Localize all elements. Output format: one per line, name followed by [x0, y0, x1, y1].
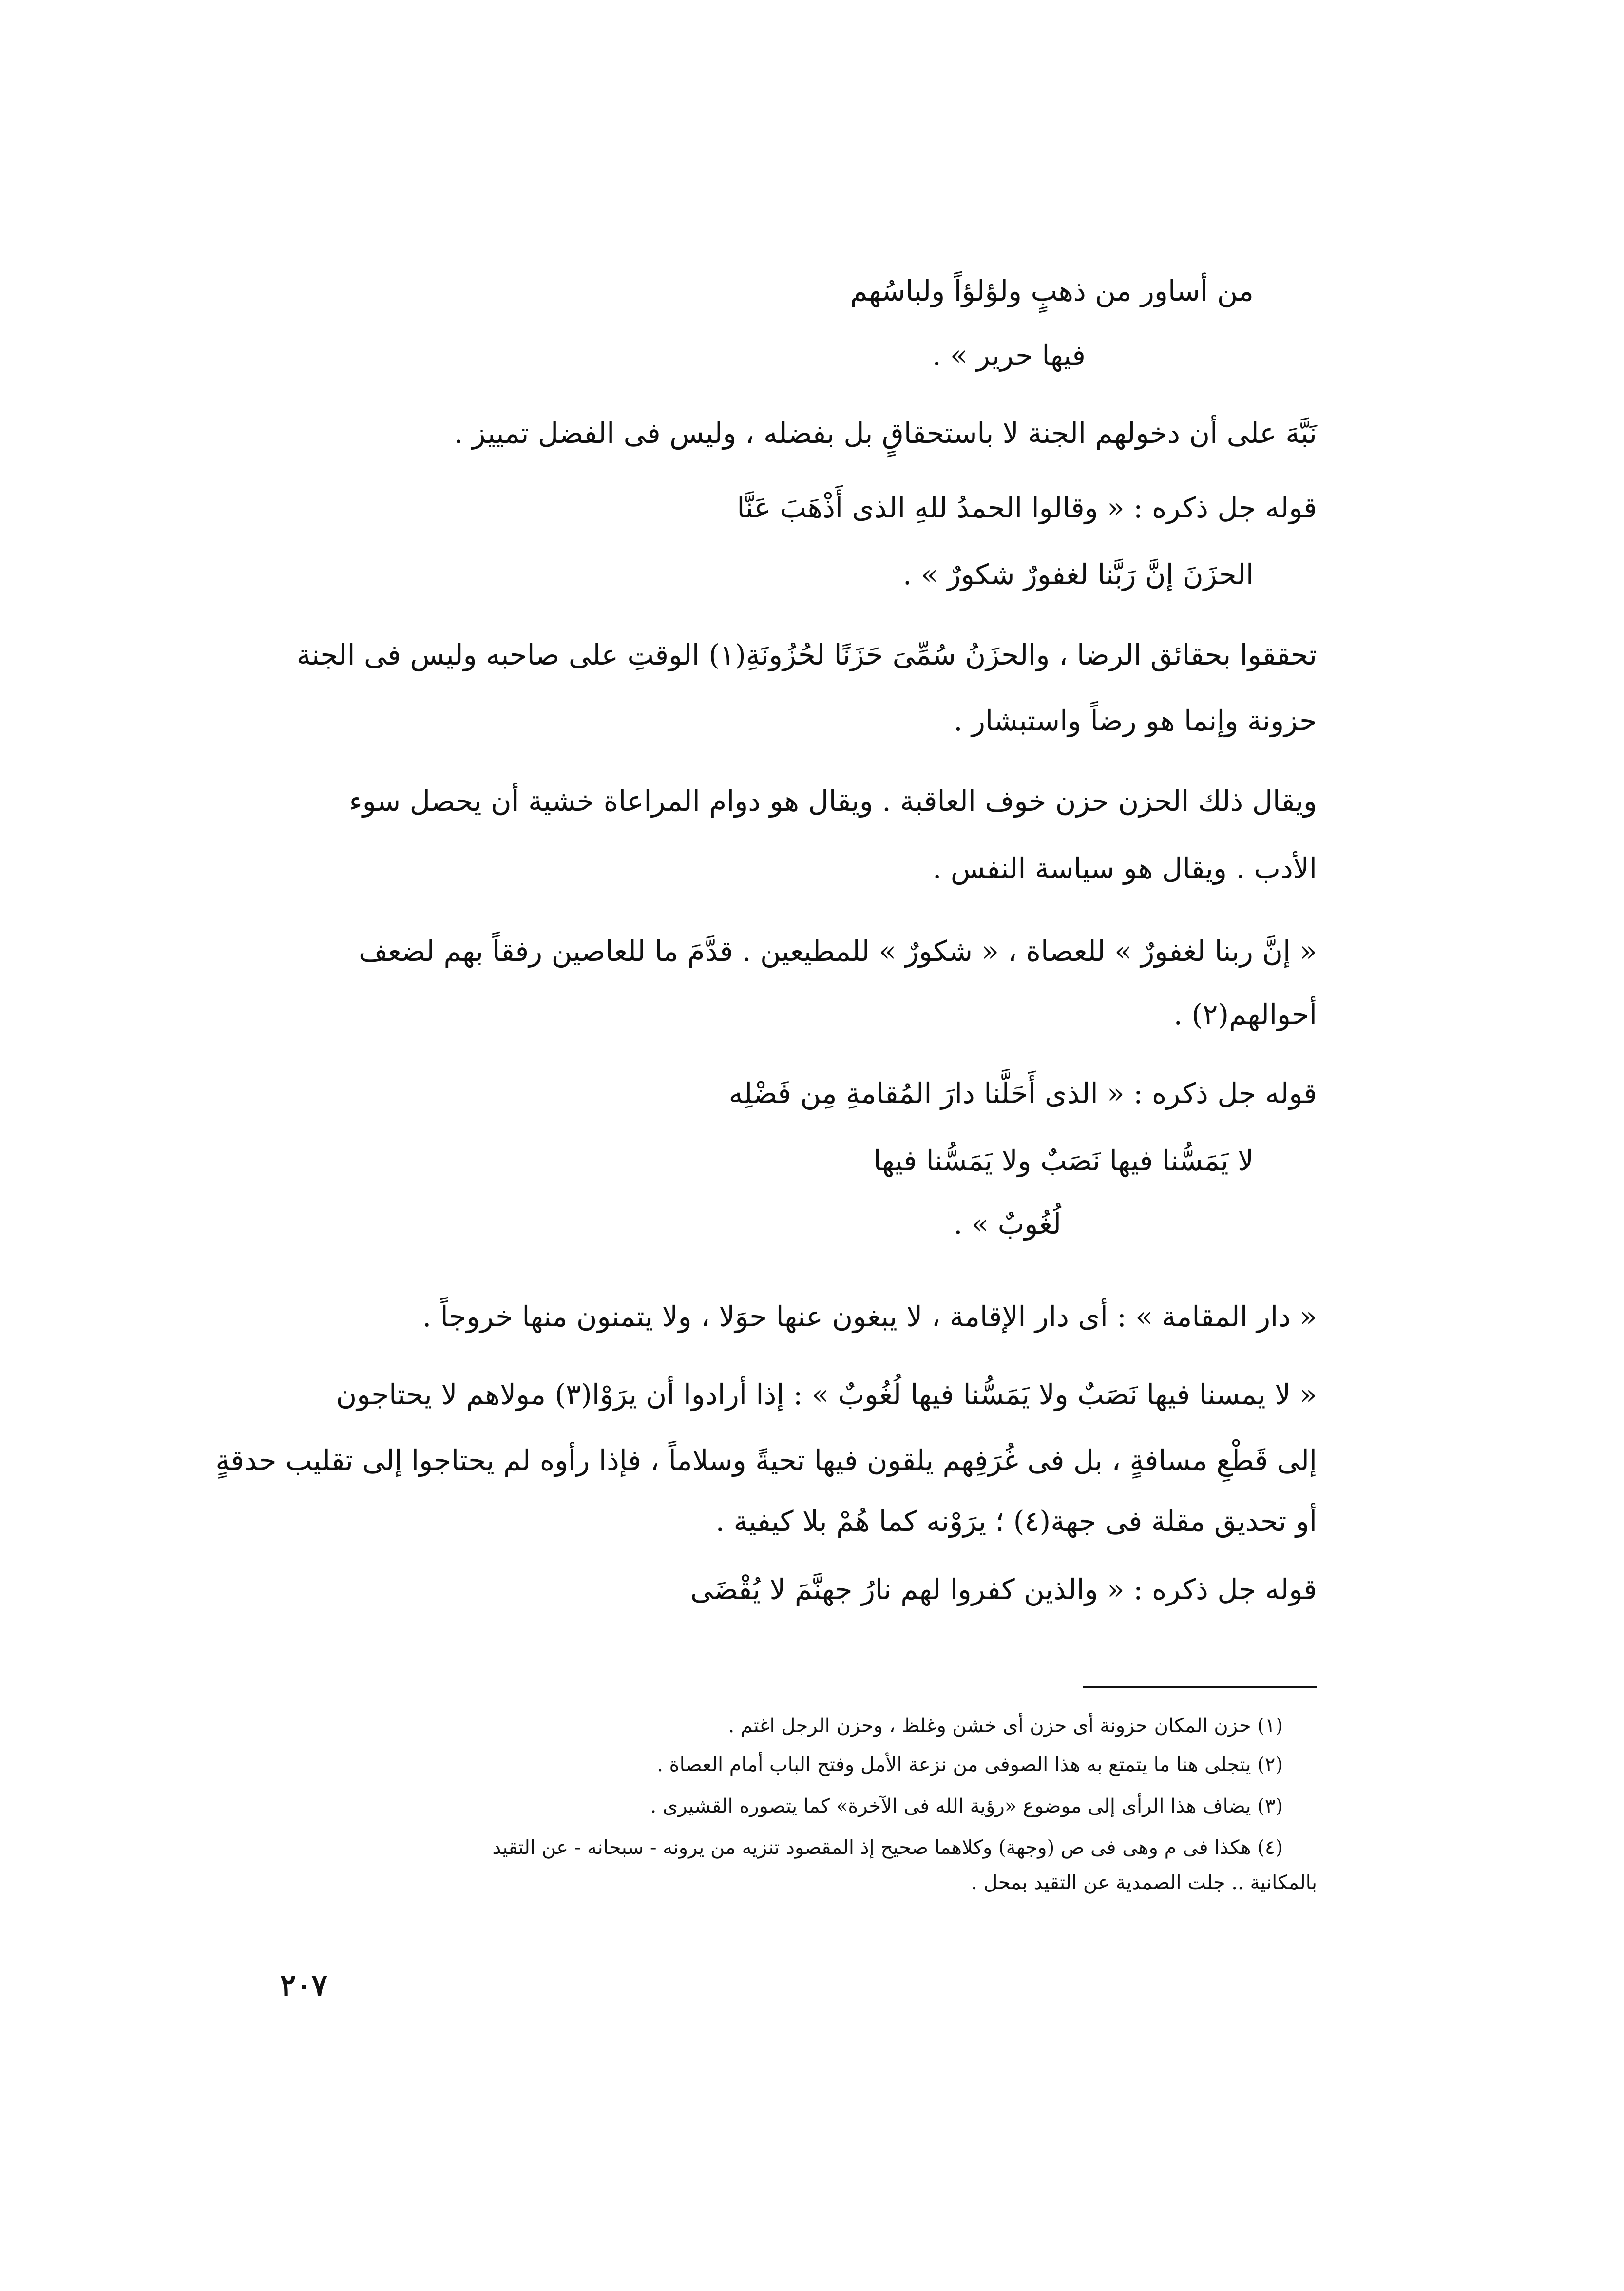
footnote-separator [1083, 1686, 1317, 1688]
page-number: ٢٠٧ [280, 1968, 327, 2003]
verse-line: الحزَنَ إنَّ رَبَّنا لغفورٌ شكورٌ » . [903, 558, 1254, 591]
verse-line: من أساور من ذهبٍ ولؤلؤاً ولباسُهم [850, 274, 1254, 307]
commentary-line: تحققوا بحقائق الرضا ، والحزَنُ سُمِّىَ حَزَنًا لحُزُونَةِ(١) الوقتِ على صاحبه وليس فى الجنة [296, 638, 1317, 671]
verse-heading-line: قوله جل ذكره : « والذين كفروا لهم نارُ جهنَّمَ لا يُقْضَى [690, 1573, 1317, 1606]
verse-line: لُغُوبٌ » . [953, 1207, 1061, 1241]
verse-heading-line: قوله جل ذكره : « وقالوا الحمدُ للهِ الذى أَذْهَبَ عَنَّا [737, 491, 1317, 524]
footnote-4: (٤) هكذا فى م وهى فى ص (وجهة) وكلاهما صحيح إذ المقصود تنزيه من يرونه - سبحانه - عن التقيد [492, 1836, 1283, 1859]
commentary-line: « إنَّ ربنا لغفورٌ » للعصاة ، « شكورٌ » للمطيعين . قدَّمَ ما للعاصين رفقاً بهم لضعف [359, 935, 1317, 968]
commentary-line: إلى قَطْعِ مسافةٍ ، بل فى غُرَفِهم يلقون فيها تحيةً وسلاماً ، فإذا رأوه لم يحتاجوا إلى تقليب حدقةٍ [215, 1444, 1317, 1477]
verse-line: فيها حرير » . [932, 339, 1086, 372]
commentary-line: أو تحديق مقلة فى جهة(٤) ؛ يرَوْنه كما هُمْ بلا كيفية . [715, 1505, 1317, 1538]
commentary-line: ويقال ذلك الحزن حزن خوف العاقبة . ويقال هو دوام المراعاة خشية أن يحصل سوء [349, 784, 1317, 818]
commentary-line: نَبَّهَ على أن دخولهم الجنة لا باستحقاقٍ بل بفضله ، وليس فى الفضل تمييز . [454, 417, 1317, 450]
footnote-4-continuation: بالمكانية .. جلت الصمدية عن التقيد بمحل . [971, 1871, 1317, 1894]
footnote-3: (٣) يضاف هذا الرأى إلى موضوع «رؤية الله فى الآخرة» كما يتصوره القشيرى . [650, 1795, 1283, 1817]
commentary-line: حزونة وإنما هو رضاً واستبشار . [954, 704, 1317, 737]
commentary-line: « لا يمسنا فيها نَصَبٌ ولا يَمَسُّنا فيها لُغُوبٌ » : إذا أرادوا أن يرَوْا(٣) مولاهم لا يحتاجون [336, 1378, 1317, 1411]
footnote-2: (٢) يتجلى هنا ما يتمتع به هذا الصوفى من نزعة الأمل وفتح الباب أمام العصاة . [657, 1754, 1283, 1776]
footnote-1: (١) حزن المكان حزونة أى حزن أى خشن وغلظ ، وحزن الرجل اغتم . [728, 1715, 1283, 1737]
commentary-line: « دار المقامة » : أى دار الإقامة ، لا يبغون عنها حوَلا ، ولا يتمنون منها خروجاً . [422, 1300, 1317, 1333]
commentary-line: أحوالهم(٢) . [1173, 998, 1317, 1031]
verse-heading-line: قوله جل ذكره : « الذى أَحَلَّنا دارَ المُقامةِ مِن فَضْلِه [728, 1077, 1317, 1110]
commentary-line: الأدب . ويقال هو سياسة النفس . [932, 852, 1317, 885]
verse-line: لا يَمَسُّنا فيها نَصَبٌ ولا يَمَسُّنا فيها [873, 1144, 1254, 1177]
